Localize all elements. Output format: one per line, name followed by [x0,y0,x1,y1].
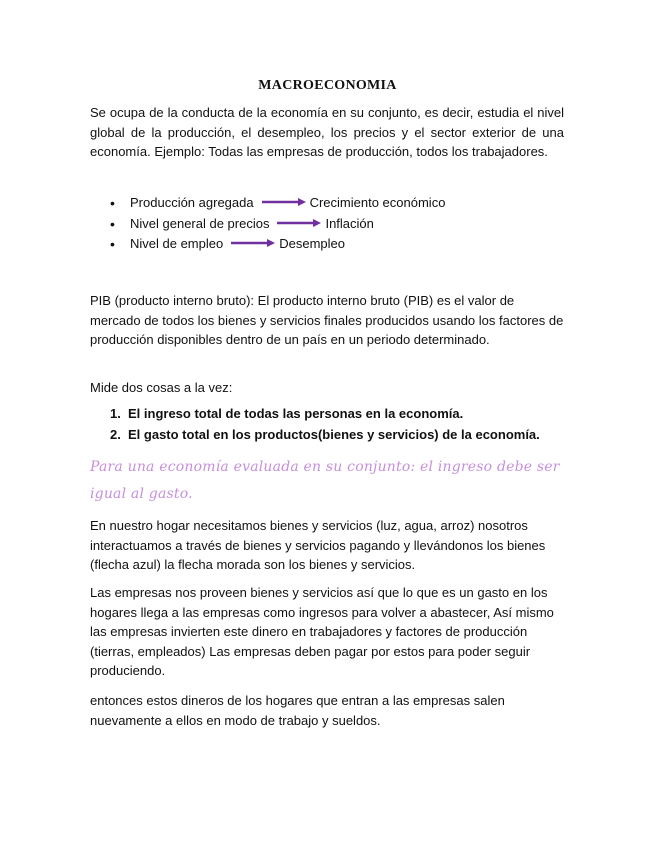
empresas-paragraph: Las empresas nos proveen bienes y servicios así que lo que es un gasto en los hogares llega a las empresas como ingresos para volver a abastecer, Así mismo las empresas invierten este dinero en trabajadores y factores de producción (tierras, empleados) Las empresas deben pagar por estos para poder seguir produciendo. [90,585,554,679]
entonces-paragraph: entonces estos dineros de los hogares que entran a las empresas salen nuevamente a ellos en modo de trabajo y sueldos. [90,693,505,728]
intro-paragraph: Se ocupa de la conducta de la economía en su conjunto, es decir, estudia el nivel global de la producción, el desempleo, los precios y el sector exterior de una economía. Ejemplo: Todas las empresas de producción, todos los trabajadores. [90,105,564,160]
right-arrow-icon [277,214,321,235]
item-text: El ingreso total de todas las personas en la economía. [128,406,464,421]
handwritten-note: Para una economía evaluada en su conjunto: el ingreso debe ser igual al gasto. [90,459,560,502]
right-arrow-icon [262,193,306,214]
mide-paragraph: Mide dos cosas a la vez: [90,380,233,395]
right-arrow-icon [231,234,275,255]
list-item [90,425,540,446]
item-text: El gasto total en los productos(bienes y servicios) de la economía. [128,426,540,442]
list-item [90,214,445,235]
list-item [90,234,445,255]
list-item [90,404,540,425]
hogar-paragraph: En nuestro hogar necesitamos bienes y servicios (luz, agua, arroz) nosotros interactuamos a través de bienes y servicios pagando y llevándonos los bienes (flecha azul) la flecha morada son los bienes y servicios. [90,518,546,573]
bullet-right-text: Inflación [325,215,374,231]
bullet-right-text: Desempleo [279,236,345,251]
page-title: MACROECONOMIA [258,78,397,93]
bullet-list [90,193,445,255]
item-number: 2. [110,426,121,442]
bullet-left-text: • Nivel general de precios [130,215,270,231]
item-number: 1. [110,406,121,421]
bullet-left-text: • Producción agregada [130,195,254,210]
bullet-left-text: • Nivel de empleo [130,236,224,251]
pib-paragraph: PIB (producto interno bruto): El producto interno bruto (PIB) es el valor de mercado de todos los bienes y servicios finales producidos usando los factores de producción disponibles dentro de un país en un periodo determinado. [90,293,564,348]
list-item [90,193,445,214]
bullet-right-text: Crecimiento económico [309,195,446,210]
numbered-list [90,404,540,445]
